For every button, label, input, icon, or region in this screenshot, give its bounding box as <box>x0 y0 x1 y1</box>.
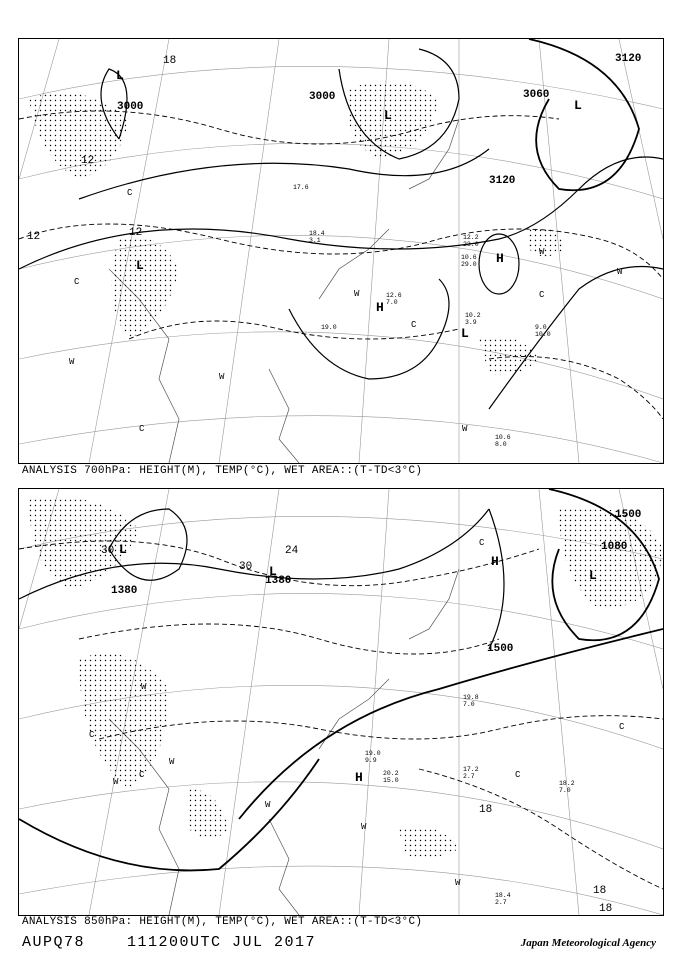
height-label: 1380 <box>111 585 138 597</box>
map-label: W <box>539 247 545 257</box>
low-center-northwest: L <box>119 542 127 557</box>
map-label: W <box>617 267 623 277</box>
temperature-label: 12 <box>81 155 95 167</box>
chart-850hpa <box>18 488 664 916</box>
map-label: 7.0 <box>559 787 571 794</box>
temperature-label: 12 <box>129 227 143 239</box>
map-label: W <box>113 777 119 787</box>
map-label: 20.2 <box>383 770 399 777</box>
map-label: 15.0 <box>383 777 399 784</box>
map-label: 10.6 <box>495 434 511 441</box>
map-label: 2.7 <box>495 899 507 906</box>
map-label: 19.0 <box>321 324 337 331</box>
map-label: 12.6 <box>386 292 402 299</box>
map-850hpa <box>19 489 663 915</box>
chart-700hpa <box>18 38 664 464</box>
map-label: 3.9 <box>465 319 477 326</box>
high-center-central: H <box>376 300 384 315</box>
map-label: 18.4 <box>495 892 511 899</box>
map-label: W <box>462 424 468 434</box>
map-label: 12.2 <box>463 234 479 241</box>
map-label: 7.0 <box>386 299 398 306</box>
temperature-label: 24 <box>285 545 299 557</box>
map-label: 9.0 <box>535 324 547 331</box>
map-label: C <box>127 188 133 198</box>
map-label: 7.0 <box>463 701 475 708</box>
map-700hpa <box>19 39 663 463</box>
map-label: C <box>515 770 521 780</box>
height-label: 1080 <box>601 541 628 553</box>
bulletin-header <box>22 934 316 951</box>
map-label: 10.0 <box>535 331 551 338</box>
temperature-label: 12 <box>27 231 41 243</box>
warm-cold-marks <box>89 538 628 888</box>
map-label: 10.6 <box>461 254 477 261</box>
map-label: 29.0 <box>461 261 477 268</box>
map-label: C <box>479 538 485 548</box>
temperature-label: 30 <box>239 561 253 573</box>
low-center-south: L <box>461 326 469 341</box>
map-label: W <box>361 822 367 832</box>
temperature-label: 30 <box>101 545 115 557</box>
low-center-north: L <box>384 108 392 123</box>
height-label: 1500 <box>487 643 514 655</box>
map-label: 3.1 <box>309 237 321 244</box>
station-values <box>365 694 575 906</box>
high-center-east: H <box>496 251 504 266</box>
map-label: 18.4 <box>309 230 325 237</box>
temperature-label: 18 <box>479 804 493 816</box>
high-center-east: H <box>491 554 499 569</box>
height-label: 3000 <box>309 91 336 103</box>
low-center-northeast: L <box>589 568 597 583</box>
map-label: W <box>265 800 271 810</box>
map-label: W <box>219 372 225 382</box>
map-label: C <box>89 730 95 740</box>
caption-850hpa: ANALYSIS 850hPa: HEIGHT(M), TEMP(°C), WET AREA::(T-TD<3°C) <box>22 916 423 928</box>
map-label: 8.0 <box>495 441 507 448</box>
map-label: 9.9 <box>365 757 377 764</box>
map-label: W <box>354 289 360 299</box>
low-center-northeast: L <box>574 98 582 113</box>
map-label: 19.0 <box>365 750 381 757</box>
height-label: 1500 <box>615 509 642 521</box>
map-label: W <box>69 357 75 367</box>
map-label: C <box>619 722 625 732</box>
temperature-label: 18 <box>163 55 177 67</box>
station-values <box>293 184 551 448</box>
map-label: 18.2 <box>559 780 575 787</box>
map-label: C <box>139 424 145 434</box>
agency-name: Japan Meteorological Agency <box>520 937 656 949</box>
map-label: 10.2 <box>465 312 481 319</box>
map-label: C <box>74 277 80 287</box>
height-label: 3060 <box>523 89 550 101</box>
bulletin-time: 111200UTC JUL 2017 <box>127 934 317 951</box>
map-label: 19.8 <box>463 694 479 701</box>
low-center-northwest: L <box>116 68 124 83</box>
height-label: 1380 <box>265 575 292 587</box>
high-center-central: H <box>355 770 363 785</box>
map-label: C <box>539 290 545 300</box>
low-center-west: L <box>136 258 144 273</box>
height-label: 3120 <box>489 175 516 187</box>
map-label: C <box>139 770 145 780</box>
height-label: 3000 <box>117 101 144 113</box>
map-label: W <box>455 878 461 888</box>
map-label: 2.7 <box>463 773 475 780</box>
low-center-north: L <box>269 564 277 579</box>
map-label: 17.2 <box>463 766 479 773</box>
map-label: W <box>169 757 175 767</box>
map-label: C <box>411 320 417 330</box>
bulletin-code: AUPQ78 <box>22 934 86 951</box>
map-label: W <box>141 682 147 692</box>
caption-700hpa: ANALYSIS 700hPa: HEIGHT(M), TEMP(°C), WET AREA::(T-TD<3°C) <box>22 465 423 477</box>
height-label: 3120 <box>615 53 642 65</box>
map-label: 17.6 <box>293 184 309 191</box>
temperature-label: 18 <box>593 885 607 897</box>
temperature-label: 18 <box>599 903 613 915</box>
map-label: 23.0 <box>463 241 479 248</box>
